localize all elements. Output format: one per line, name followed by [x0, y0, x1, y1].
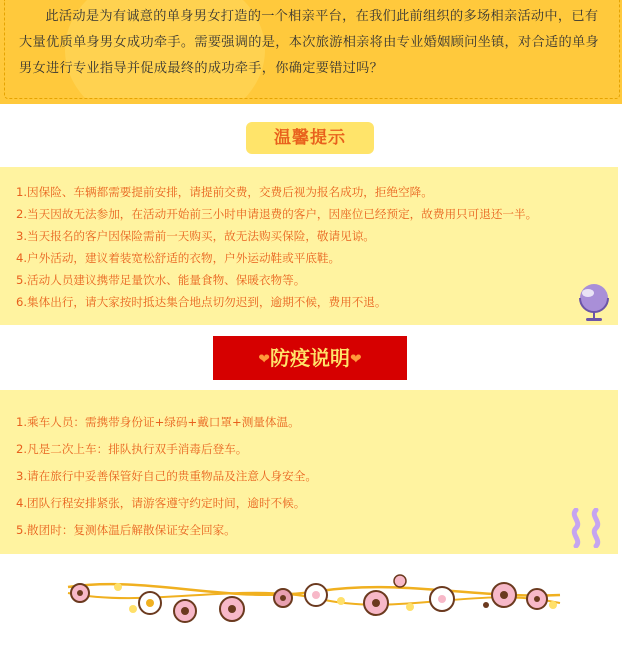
epidemic-list	[16, 409, 317, 544]
flower-icon	[430, 587, 454, 611]
list-item: 2.当天因故无法参加，在活动开始前三小时申请退费的客户，因座位已经预定，故费用只可退还一半。	[16, 207, 538, 221]
heart-icon: ❤	[350, 351, 362, 368]
list-item: 3.请在旅行中妥善保管好自己的贵重物品及注意人身安全。	[16, 469, 317, 483]
flower-icon	[220, 597, 244, 621]
warm-tips-box	[0, 167, 618, 325]
epidemic-title-text: 防疫说明	[270, 346, 350, 370]
warm-tips-list	[16, 181, 537, 313]
list-item: 2.凡是二次上车：排队执行双手消毒后登车。	[16, 442, 248, 456]
list-item: 4.团队行程安排紧张，请游客遵守约定时间，逾时不候。	[16, 496, 306, 510]
intro-frame	[4, 0, 620, 99]
flower-icon	[274, 589, 292, 607]
flower-icon	[364, 591, 388, 615]
warm-tips-title: 温馨提示	[246, 122, 374, 154]
flower-icon	[394, 575, 406, 587]
flower-icon	[174, 600, 196, 622]
epidemic-box	[0, 390, 618, 554]
flower-icon	[527, 589, 547, 609]
flower-garland-decor	[0, 565, 626, 635]
intro-text: 此活动是为有诚意的单身男女打造的一个相亲平台，在我们此前组织的多场相亲活动中，已有大量优质单身男女成功牵手。需要强调的是，本次旅游相亲将由专业婚姻顾问坐镇，对合适的单身男女进行专业指导并促成最终的成功牵手，你确定要错过吗？	[19, 9, 599, 76]
list-item: 3.当天报名的客户因保险需前一天购买，故无法购买保险，敬请见谅。	[16, 229, 375, 243]
epidemic-title	[213, 336, 407, 380]
intro-section	[0, 0, 622, 104]
wave-decor-icon	[568, 508, 608, 548]
list-item: 1.因保险、车辆都需要提前安排，请提前交费，交费后视为报名成功，拒绝空降。	[16, 185, 433, 199]
flower-icon	[139, 592, 161, 614]
list-item: 4.户外活动，建议着装宽松舒适的衣物，户外运动鞋或平底鞋。	[16, 251, 341, 265]
list-item: 1.乘车人员：需携带身份证+绿码+戴口罩+测量体温。	[16, 415, 300, 429]
list-item: 5.活动人员建议携带足量饮水、能量食物、保暖衣物等。	[16, 273, 306, 287]
list-item: 5.散团时：复测体温后解散保证安全回家。	[16, 523, 236, 537]
flower-icon	[305, 584, 327, 606]
flower-icon	[492, 583, 516, 607]
globe-icon	[574, 281, 614, 323]
flower-icon	[71, 584, 89, 602]
heart-icon: ❤	[258, 351, 270, 368]
list-item: 6.集体出行，请大家按时抵达集合地点切勿迟到，逾期不候，费用不退。	[16, 295, 387, 309]
